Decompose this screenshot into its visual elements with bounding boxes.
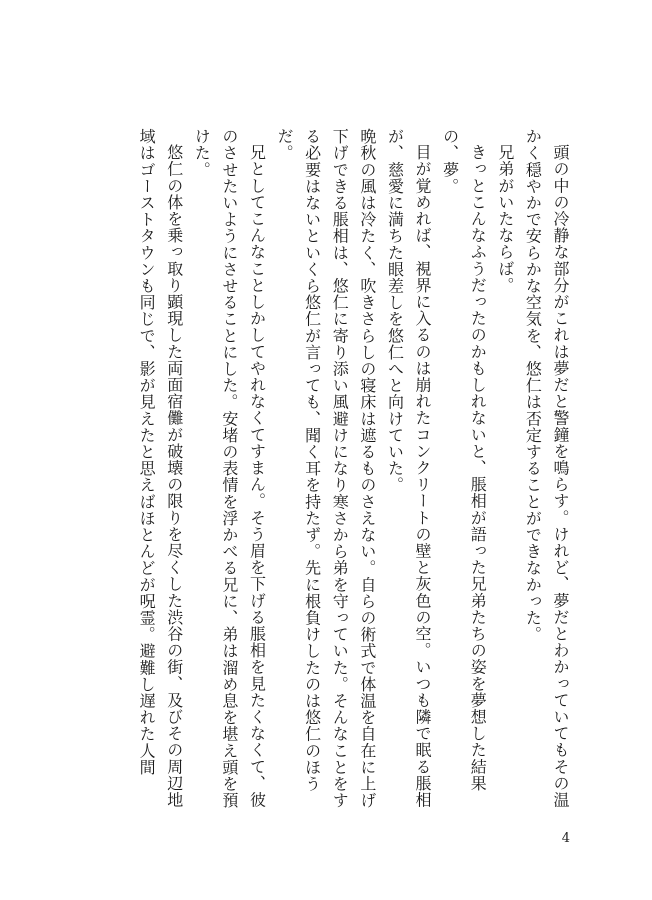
- paragraph-3: きっとこんなふうだったのかもしれないと、脹相が語った兄弟たちの姿を夢想した結果の、夢。: [440, 128, 488, 792]
- paragraph-4: 目が覚めれば、視界に入るのは崩れたコンクリートの壁と灰色の空。いつも隣で眠る脹相が、慈愛に満ちた眼差しを悠仁へと向けていた。: [385, 128, 433, 808]
- vertical-text-body: [74, 128, 574, 818]
- paragraph-6: 兄としてこんなことしかしてやれなくてすまん。そう眉を下げる脹相を見たくなくて、彼のさせたいようにさせることにした。安堵の表情を浮かべる兄に、弟は溜め息を堪え頭を預けた。: [192, 128, 267, 809]
- paragraph-2: 兄弟がいたならば。: [495, 144, 515, 294]
- paragraph-1: 頭の中の冷静な部分がこれは夢だと警鐘を鳴らす。けれど、夢だとわかっていてもその温かく穏やかで安らかな空気を、悠仁は否定することができなかった。: [523, 128, 570, 808]
- page-number: 4: [561, 831, 570, 846]
- paragraph-7: 悠仁の体を乗っ取り顕現した両面宿儺が破壊の限りを尽くした渋谷の街、及びその周辺地域はゴーストタウンも同じで、影が見えたと思えばほとんどが呪霊。避難し遅れた人間: [137, 128, 184, 808]
- paragraph-5: 晩秋の風は冷たく、吹きさらしの寝床は遮るものさえない。自らの術式で体温を自在に上げ下げできる脹相は、悠仁に寄り添い風避けになり寒さから弟を守っていた。そんなことをする必要はないといくら悠仁が言っても、聞く耳を持たず。先に根負けしたのは悠仁のほうだ。: [275, 128, 377, 809]
